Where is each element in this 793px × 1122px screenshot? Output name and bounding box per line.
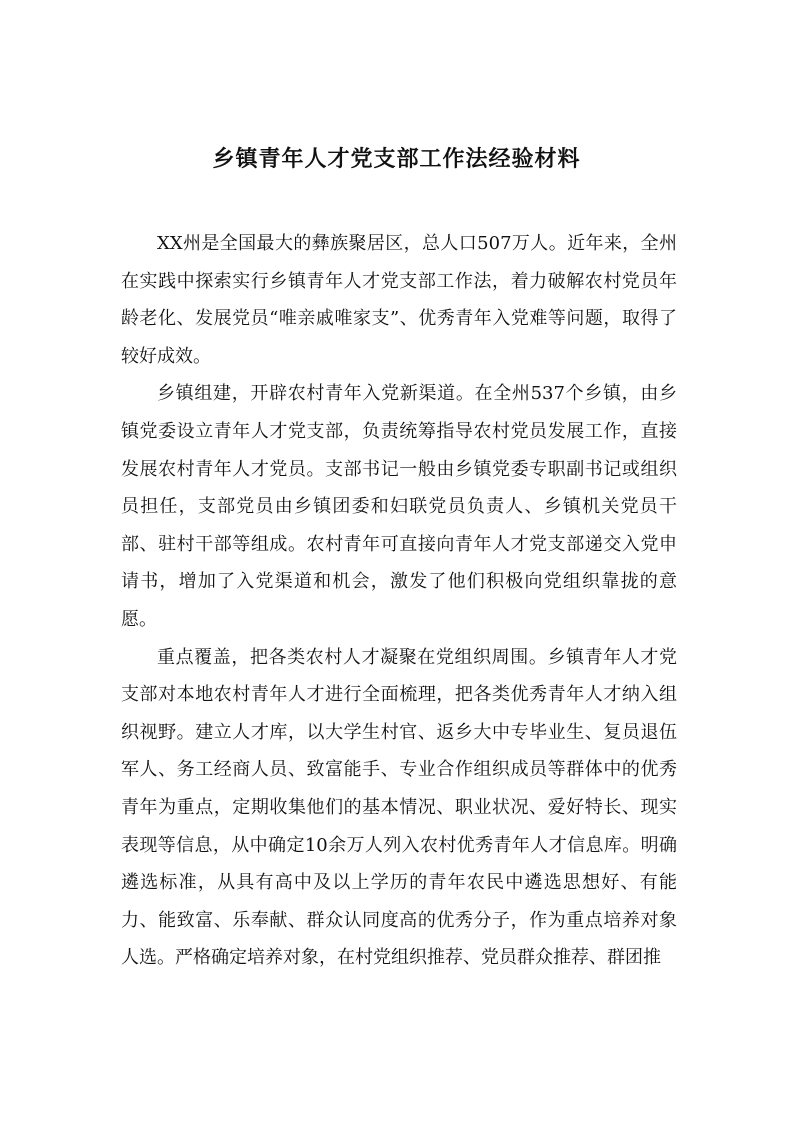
document-body <box>121 225 677 977</box>
paragraph-intro: XX州是全国最大的彝族聚居区，总人口507万人。近年来，全州在实践中探索实行乡镇青年人才党支部工作法，着力破解农村党员年龄老化、发展党员“唯亲戚唯家支”、优秀青年入党难等问题，取得了较好成效。 <box>121 233 677 367</box>
document-title: 乡镇青年人才党支部工作法经验材料 <box>212 146 581 172</box>
paragraph-key-coverage: 重点覆盖，把各类农村人才凝聚在党组织周围。乡镇青年人才党支部对本地农村青年人才进行全面梳理，把各类优秀青年人才纳入组织视野。建立人才库，以大学生村官、返乡大中专毕业生、复员退伍军人、务工经商人员、致富能手、专业合作组织成员等群体中的优秀青年为重点，定期收集他们的基本情况、职业状况、爱好特长、现实表现等信息，从中确定10余万人列入农村优秀青年人才信息库。明确遴选标准，从具有高中及以上学历的青年农民中遴选思想好、有能力、能致富、乐奉献、群众认同度高的优秀分子，作为重点培养对象人选。严格确定培养对象，在村党组织推荐、党员群众推荐、群团推 <box>121 646 677 969</box>
paragraph-township-setup: 乡镇组建，开辟农村青年入党新渠道。在全州537个乡镇，由乡镇党委设立青年人才党支部，负责统筹指导农村党员发展工作，直接发展农村青年人才党员。支部书记一般由乡镇党委专职副书记或组织员担任，支部党员由乡镇团委和妇联党员负责人、乡镇机关党员干部、驻村干部等组成。农村青年可直接向青年人才党支部递交入党申请书，增加了入党渠道和机会，激发了他们积极向党组织靠拢的意愿。 <box>121 383 677 630</box>
